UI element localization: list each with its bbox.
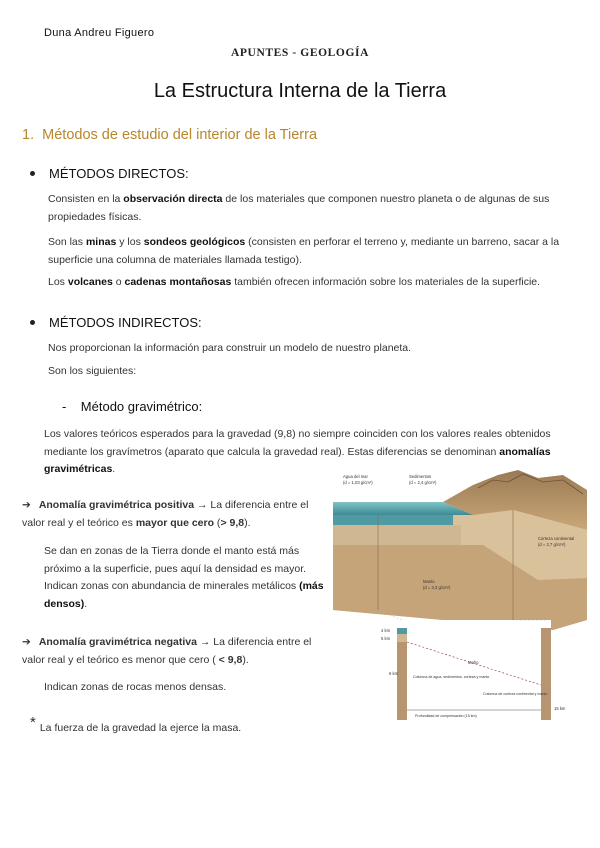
negativa-title: Anomalía gravimétrica negativa [38, 636, 197, 648]
label-prof: Profundidad de compensación (15 km) [415, 714, 477, 718]
bullet-icon [30, 171, 35, 176]
label-5km: 5 km [381, 636, 391, 641]
gravimetrico-paragraph: Los valores teóricos esperados para la gravedad (9,8) no siempre coinciden con los valores reales obtenidos mediante los gravímetros (aparato que calcula la gravedad real). Estas diferencias se denominan anomalías gravimétricas. [44, 428, 551, 475]
positiva-title: Anomalía gravimétrica positiva [38, 499, 195, 511]
label-6km: 6 km [389, 671, 399, 676]
page-title: La Estructura Interna de la Tierra [153, 80, 447, 102]
label-corteza-d: (d = 2,7 g/cm³) [538, 542, 566, 547]
indirectos-paragraph-1: Nos proporcionan la información para construir un modelo de nuestro planeta. [48, 342, 412, 354]
directos-paragraph-3: Los volcanes o cadenas montañosas también ofrecen información sobre los materiales de la superficie. [48, 276, 541, 288]
label-manto: Manto [423, 579, 435, 584]
directos-paragraph-2: Son las minas y los sondeos geológicos (consisten en perforar el terreno y, mediante un barreno, sacar a la superficie una columna de materiales llamada testigo). [48, 236, 560, 266]
positiva-paragraph: Se dan en zonas de la Tierra donde el manto está más próximo a la superficie, pues aquí la densidad es mayor. Indican zonas con abundancia de minerales metálicos (más densos). [44, 545, 324, 610]
directos-paragraph-1: Consisten en la observación directa de los materiales que componen nuestro planeta o de algunas de sus propiedades físicas. [48, 193, 550, 223]
label-col2: Columna de corteza continental y manto [483, 692, 548, 696]
bullet-icon [30, 320, 35, 325]
gravimetrico-heading [62, 399, 202, 414]
sediment-layer [333, 525, 461, 545]
arrow-right-icon: ➔ [22, 636, 31, 648]
section-1-heading [22, 127, 317, 143]
label-15km: 15 km [554, 706, 566, 711]
author-name: Duna Andreu Figuero [44, 27, 155, 39]
label-agua-d: (d = 1,03 g/cm³) [343, 480, 373, 485]
label-corteza: Corteza continental [538, 536, 575, 541]
asterisk-icon: * [30, 714, 36, 731]
arrow-icon: → [196, 499, 208, 511]
document-header: APUNTES - GEOLOGÍA [231, 47, 369, 59]
directos-heading [30, 166, 189, 181]
label-moho: Moho [468, 660, 479, 665]
arrow-icon: → [199, 636, 211, 648]
label-manto-d: (d = 3,3 g/cm³) [423, 585, 451, 590]
indirectos-heading-text: MÉTODOS INDIRECTOS: [49, 315, 202, 330]
positiva-item: ➔ Anomalía gravimétrica positiva → La diferencia entre el valor real y el teórico es mayor que cero (> 9,8). [22, 499, 309, 529]
indirectos-paragraph-2: Son los siguientes: [48, 365, 137, 377]
section-1-number: 1. [22, 127, 35, 143]
label-sed-d: (d = 2,4 g/cm³) [409, 480, 437, 485]
label-agua: Agua del mar [343, 474, 368, 479]
footnote-text: La fuerza de la gravedad la ejerce la masa. [39, 722, 242, 734]
negativa-item: ➔ Anomalía gravimétrica negativa → La diferencia entre el valor real y el teórico es menor que cero ( < 9,8). [22, 636, 312, 666]
negativa-paragraph: Indican zonas de rocas menos densas. [44, 681, 227, 693]
arrow-right-icon: ➔ [22, 499, 31, 511]
gravity-anomaly-diagram [333, 470, 587, 720]
section-1-title: Métodos de estudio del interior de la Tierra [42, 127, 318, 143]
indirectos-heading [30, 315, 202, 330]
directos-heading-text: MÉTODOS DIRECTOS: [49, 166, 189, 181]
column-2 [541, 628, 551, 720]
gravimetrico-title: Método gravimétrico: [80, 399, 203, 414]
label-sed: Sedimentos [409, 474, 432, 479]
label-col1: Columna de agua, sedimentos, corteza y manto [413, 675, 490, 679]
label-4km: 4 km [381, 628, 391, 633]
dash-bullet: - [62, 399, 67, 414]
footnote [30, 714, 242, 735]
sea-water [333, 515, 453, 525]
